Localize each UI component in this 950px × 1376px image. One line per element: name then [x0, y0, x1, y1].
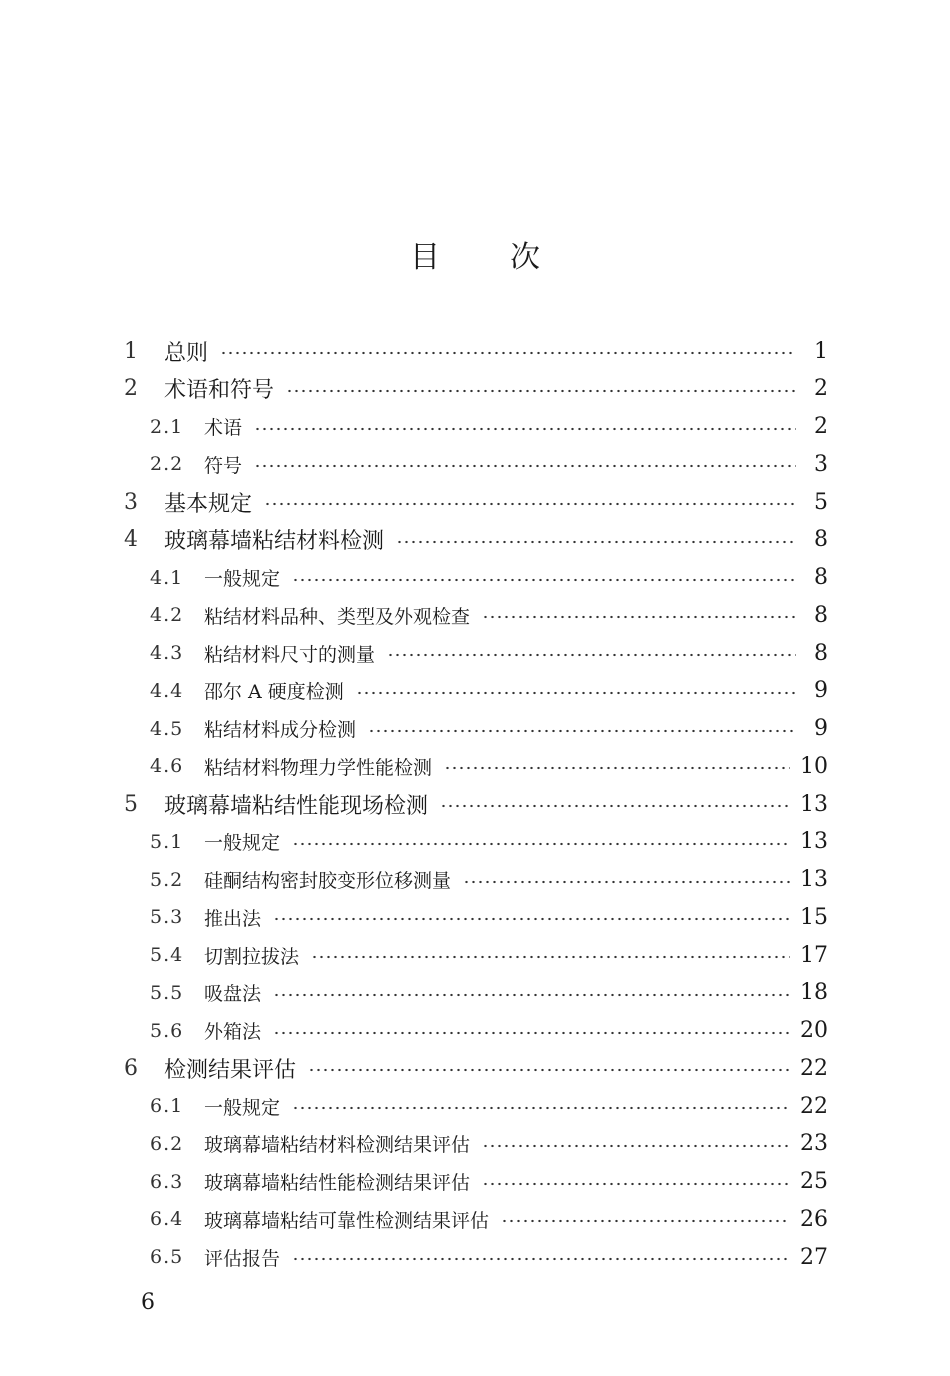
toc-leader-dots [273, 993, 790, 997]
toc-entry-number: 4.6 [150, 755, 184, 778]
toc-entry-number: 5 [124, 791, 138, 817]
toc-leader-dots [254, 464, 796, 468]
toc-leader-dots [292, 842, 790, 846]
toc-entry-title: 一般规定 [204, 568, 281, 590]
toc-entry-page: 9 [814, 678, 828, 704]
toc-entry-title: 检测结果评估 [164, 1057, 297, 1083]
toc-entry-title: 邵尔 A 硬度检测 [204, 681, 344, 704]
toc-entry-page: 13 [800, 867, 828, 892]
toc-leader-dots [273, 1031, 790, 1035]
toc-leader-dots [463, 880, 790, 884]
toc-entry-title: 术语 [204, 417, 243, 439]
toc-entry-page: 22 [800, 1093, 828, 1119]
toc-entry[interactable] [124, 786, 828, 822]
toc-entry-number: 4 [124, 527, 138, 553]
toc-entry-title: 硅酮结构密封胶变形位移测量 [204, 870, 452, 892]
toc-entry-title: 一般规定 [204, 832, 281, 855]
toc-entry[interactable] [150, 862, 828, 898]
toc-entry[interactable] [150, 1126, 828, 1162]
toc-leader-dots [292, 578, 796, 582]
toc-entry[interactable] [150, 975, 828, 1011]
toc-entry-title: 术语和符号 [164, 378, 275, 404]
page-number: 6 [141, 1290, 155, 1315]
toc-leader-dots [292, 1257, 790, 1261]
toc-entry-title: 一般规定 [204, 1096, 281, 1119]
toc-entry-number: 4.3 [150, 642, 184, 664]
toc-entry-title: 推出法 [204, 907, 262, 930]
toc-entry[interactable] [124, 333, 828, 369]
toc-entry-number: 5.5 [150, 981, 184, 1004]
toc-entry-number: 3 [124, 489, 138, 515]
toc-entry[interactable] [150, 1239, 828, 1275]
toc-entry-page: 10 [800, 753, 828, 779]
toc-entry[interactable] [150, 899, 828, 935]
toc-entry-page: 8 [814, 565, 828, 590]
toc-entry[interactable] [150, 711, 828, 747]
toc-entry-page: 27 [800, 1244, 828, 1270]
toc-entry-page: 18 [800, 980, 828, 1006]
toc-entry-page: 5 [814, 489, 828, 515]
page-title-char-1: 目 [410, 240, 440, 275]
toc-entry-title: 玻璃幕墙粘结可靠性检测结果评估 [204, 1209, 490, 1232]
toc-entry[interactable] [150, 409, 828, 445]
toc-leader-dots [501, 1219, 790, 1223]
toc-entry-number: 5.6 [150, 1019, 184, 1042]
toc-entry-title: 基本规定 [164, 491, 253, 517]
toc-entry-title: 玻璃幕墙粘结材料检测结果评估 [204, 1134, 471, 1157]
toc-entry-page: 22 [800, 1055, 828, 1081]
toc-entry-page: 9 [814, 716, 828, 741]
toc-entry-page: 8 [814, 640, 828, 666]
toc-entry-page: 2 [814, 376, 828, 402]
toc-entry-title: 外箱法 [204, 1021, 262, 1043]
toc-entry[interactable] [124, 484, 828, 520]
toc-entry[interactable] [150, 748, 828, 784]
toc-leader-dots [444, 766, 790, 770]
toc-entry-title: 切割拉拔法 [204, 945, 300, 968]
toc-entry-number: 6 [124, 1055, 138, 1081]
toc-leader-dots [482, 1144, 790, 1148]
toc-leader-dots [254, 427, 796, 431]
toc-entry-page: 23 [800, 1131, 828, 1157]
toc-leader-dots [308, 1068, 790, 1072]
toc-entry-title: 玻璃幕墙粘结材料检测 [164, 529, 385, 555]
toc-entry[interactable] [124, 522, 828, 558]
toc-leader-dots [396, 540, 796, 544]
toc-entry[interactable] [124, 1050, 828, 1086]
toc-entry-number: 4.5 [150, 717, 184, 740]
toc-entry-title: 总则 [164, 340, 209, 366]
toc-leader-dots [292, 1106, 790, 1110]
toc-entry-page: 8 [814, 527, 828, 553]
toc-entry-title: 玻璃幕墙粘结性能现场检测 [164, 793, 429, 819]
page-title-char-2: 次 [510, 240, 540, 275]
toc-entry[interactable] [124, 371, 828, 407]
toc-entry-page: 25 [800, 1169, 828, 1194]
toc-entry-number: 6.4 [150, 1208, 184, 1231]
toc-entry-number: 5.4 [150, 944, 184, 966]
toc-entry[interactable] [150, 824, 828, 860]
toc-entry-title: 粘结材料物理力学性能检测 [204, 756, 433, 779]
toc-leader-dots [273, 917, 790, 921]
toc-entry-page: 15 [800, 904, 828, 930]
toc-entry-title: 粘结材料品种、类型及外观检查 [204, 605, 471, 628]
toc-entry-title: 吸盘法 [204, 983, 262, 1006]
toc-leader-dots [220, 351, 796, 355]
toc-leader-dots [311, 955, 790, 959]
toc-entry-number: 6.5 [150, 1246, 184, 1268]
toc-leader-dots [387, 653, 796, 657]
toc-entry-number: 5.1 [150, 830, 184, 853]
toc-leader-dots [286, 389, 796, 393]
toc-entry[interactable] [150, 1013, 828, 1049]
toc-entry-number: 6.2 [150, 1132, 184, 1155]
toc-entry-page: 26 [800, 1206, 828, 1232]
toc-leader-dots [482, 615, 796, 619]
toc-entry-page: 3 [814, 451, 828, 477]
toc-entry-page: 13 [800, 791, 828, 817]
toc-entry[interactable] [150, 1088, 828, 1124]
toc-entry-number: 2 [124, 376, 138, 402]
toc-entry-title: 玻璃幕墙粘结性能检测结果评估 [204, 1172, 471, 1194]
toc-entry[interactable] [150, 673, 828, 709]
toc-entry[interactable] [150, 937, 828, 973]
toc-entry-number: 2.2 [150, 453, 184, 476]
toc-entry-number: 5.3 [150, 906, 184, 929]
toc-entry-page: 17 [800, 942, 828, 968]
toc-entry-number: 6.3 [150, 1170, 184, 1193]
toc-entry-number: 1 [124, 338, 138, 364]
toc-entry[interactable] [150, 1164, 828, 1200]
toc-entry-number: 5.2 [150, 868, 184, 891]
toc-entry-title: 符号 [204, 454, 243, 477]
toc-leader-dots [482, 1182, 790, 1186]
toc-entry-number: 4.4 [150, 679, 184, 702]
toc-leader-dots [440, 804, 790, 808]
toc-leader-dots [356, 691, 796, 695]
toc-entry-title: 粘结材料成分检测 [204, 719, 357, 741]
toc-entry-number: 4.2 [150, 604, 184, 627]
toc-entry-page: 8 [814, 602, 828, 628]
toc-entry[interactable] [150, 1201, 828, 1237]
toc-entry-number: 4.1 [150, 566, 184, 589]
toc-entry-page: 13 [800, 829, 828, 855]
toc-entry-number: 2.1 [150, 415, 184, 438]
toc-entry[interactable] [150, 597, 828, 633]
toc-entry-page: 20 [800, 1018, 828, 1043]
toc-entry-page: 1 [814, 338, 828, 364]
toc-entry-title: 粘结材料尺寸的测量 [204, 643, 376, 666]
toc-leader-dots [264, 502, 796, 506]
toc-entry[interactable] [150, 560, 828, 596]
toc-entry-number: 6.1 [150, 1095, 184, 1117]
page-title [0, 236, 950, 280]
toc-entry[interactable] [150, 446, 828, 482]
toc-entry-page: 2 [814, 414, 828, 439]
toc-leader-dots [368, 729, 796, 733]
toc-entry[interactable] [150, 635, 828, 671]
toc-entry-title: 评估报告 [204, 1247, 281, 1270]
